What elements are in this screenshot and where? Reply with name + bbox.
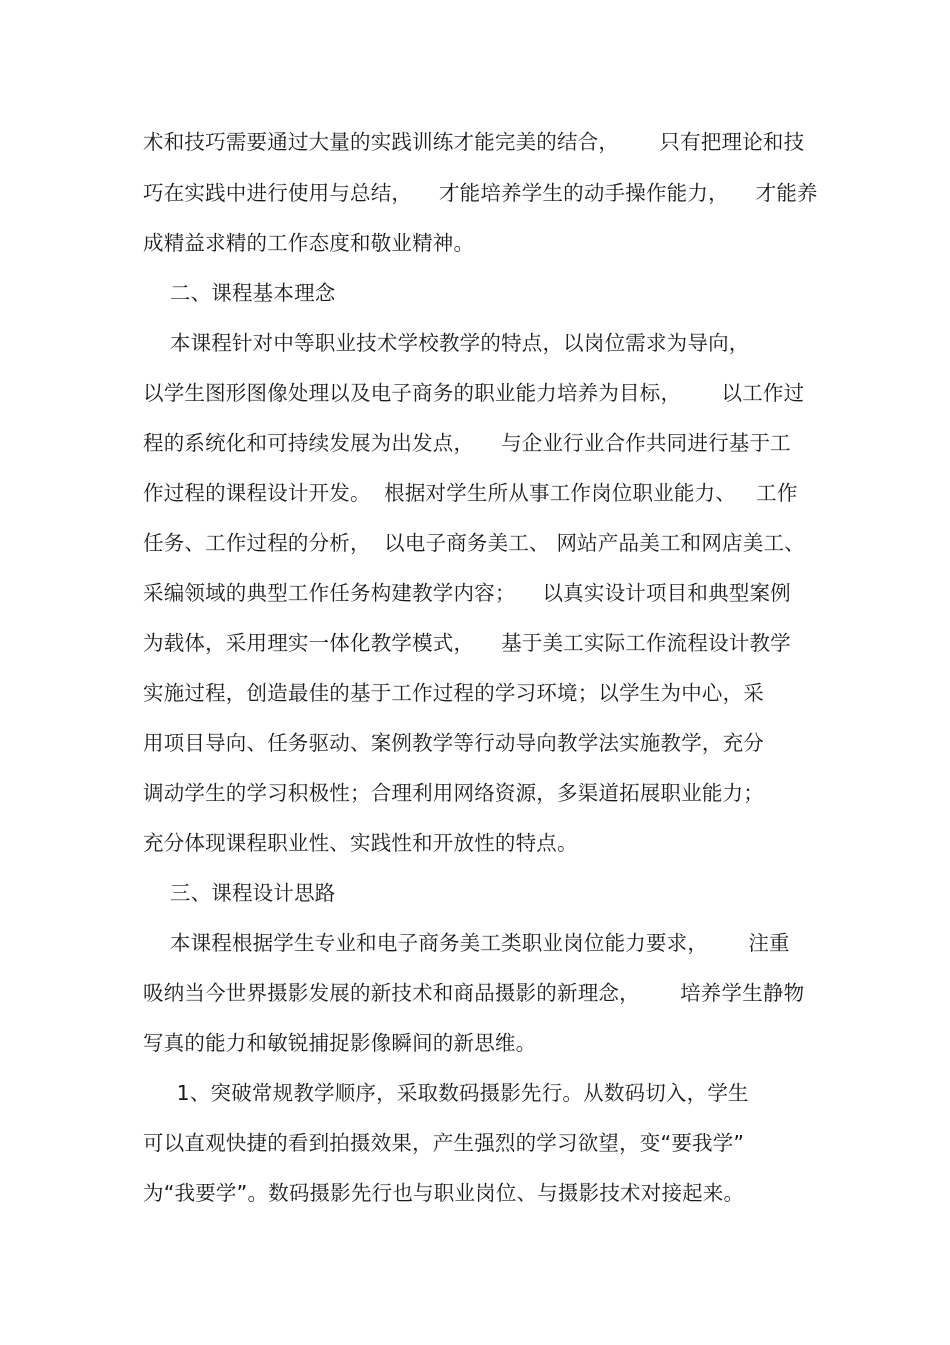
body-text-line: 写真的能力和敏锐捕捉影像瞬间的新思维。 <box>143 1031 537 1055</box>
body-text-line: 调动学生的学习积极性；合理利用网络资源，多渠道拓展职业能力； <box>143 781 764 805</box>
body-text-line: 本课程根据学生专业和电子商务美工类职业岗位能力要求， 注重 <box>143 931 790 955</box>
body-text-line: 吸纳当今世界摄影发展的新技术和商品摄影的新理念， 培养学生静物 <box>143 981 805 1005</box>
body-text-line: 程的系统化和可持续发展为出发点， 与企业行业合作共同进行基于工 <box>143 431 791 455</box>
section-heading: 二、课程基本理念 <box>143 281 336 305</box>
body-text-line: 充分体现课程职业性、实践性和开放性的特点。 <box>143 831 578 855</box>
body-text-line: 1、突破常规教学顺序，采取数码摄影先行。从数码切入，学生 <box>143 1081 749 1105</box>
body-text-line: 以学生图形图像处理以及电子商务的职业能力培养为目标， 以工作过 <box>143 381 805 405</box>
section-heading: 三、课程设计思路 <box>143 881 336 905</box>
body-text-line: 采编领域的典型工作任务构建教学内容； 以真实设计项目和典型案例 <box>143 581 791 605</box>
body-text-line: 实施过程，创造最佳的基于工作过程的学习环境；以学生为中心，采 <box>143 681 764 705</box>
body-text-line: 术和技巧需要通过大量的实践训练才能完美的结合， 只有把理论和技 <box>143 130 805 154</box>
body-text-line: 用项目导向、任务驱动、案例教学等行动导向教学法实施教学，充分 <box>143 731 764 755</box>
body-text-line: 为载体，采用理实一体化教学模式， 基于美工实际工作流程设计教学 <box>143 631 791 655</box>
body-text-line: 任务、工作过程的分析， 以电子商务美工、 网站产品美工和网店美工、 <box>143 531 805 555</box>
body-text-line: 为“我要学”。数码摄影先行也与职业岗位、与摄影技术对接起来。 <box>143 1181 745 1205</box>
body-text-line: 本课程针对中等职业技术学校教学的特点，以岗位需求为导向， <box>143 331 750 355</box>
body-text-line: 成精益求精的工作态度和敬业精神。 <box>143 231 475 255</box>
body-text-line: 可以直观快捷的看到拍摄效果，产生强烈的学习欲望，变“要我学” <box>143 1131 745 1155</box>
body-text-line: 作过程的课程设计开发。 根据对学生所从事工作岗位职业能力、 工作 <box>143 481 798 505</box>
body-text-line: 巧在实践中进行使用与总结， 才能培养学生的动手操作能力， 才能养 <box>143 181 818 205</box>
